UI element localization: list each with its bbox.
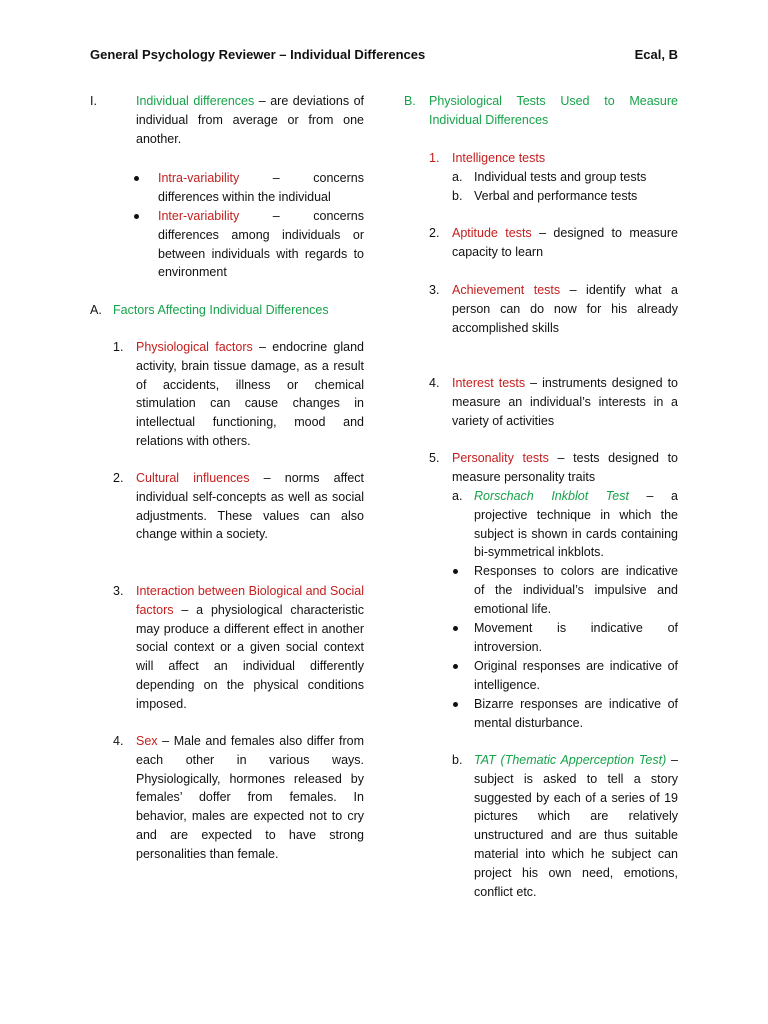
term-physiological-factors: Physiological factors (136, 340, 253, 354)
section-a-title: Factors Affecting Individual Differences (113, 303, 329, 317)
rorschach-bullet-2: Movement is indicative of introversion. (404, 619, 678, 657)
rorschach-bullet-4: Bizarre responses are indicative of mental disturbance. (404, 695, 678, 733)
test-item-3: 3. Achievement tests – identify what a person can do now for his already accomplished skills (429, 283, 678, 335)
term-interest-tests: Interest tests (452, 376, 526, 390)
rorschach-bullet-3: Original responses are indicative of intelligence. (404, 657, 678, 695)
term-biological-social: Interaction between Biological and Social factors (136, 584, 364, 617)
bullet-dot (453, 664, 458, 669)
factor-item-3: 3. Interaction between Biological and Social factors – a physiological characteristic may produce a different effect in another social context or a given social context will affect an individual differently depending on the physical conditions imposed. (113, 584, 364, 711)
term-cultural-influences: Cultural influences (136, 471, 250, 485)
term-achievement-tests: Achievement tests (452, 283, 561, 297)
section-b-title: Physiological Tests Used to Measure Individual Differences (429, 94, 678, 127)
bullet-intra-variability: Intra-variability – concerns differences within the individual (90, 169, 364, 207)
document-title: General Psychology Reviewer – Individual Differences (90, 47, 426, 62)
factor-item-2: 2. Cultural influences – norms affect individual self-concepts as well as social adjustments. These values can also change within a society. (113, 471, 364, 542)
test-item-5: 5. Personality tests – tests designed to measure personality traits (429, 451, 678, 484)
bullet-inter-variability: Inter-variability – concerns differences among individuals or between individuals with regards to environment (90, 207, 364, 282)
term-inter-variability: Inter-variability (158, 209, 240, 223)
term-intelligence-tests: Intelligence tests (452, 151, 546, 165)
bullet-dot (453, 626, 458, 631)
term-personality-tests: Personality tests (452, 451, 549, 465)
test-item-2: 2. Aptitude tests – designed to measure capacity to learn (429, 226, 678, 259)
rorschach-bullet-1: Responses to colors are indicative of the individual’s impulsive and emotional life. (404, 562, 678, 618)
intelligence-subitem-a: a. Individual tests and group tests (452, 169, 647, 184)
term-aptitude-tests: Aptitude tests (452, 226, 532, 240)
rorschach-subitem: a. Rorschach Inkblot Test – a projective technique in which the subject is shown in cards containing bi-symmetrical inkblots. (452, 489, 678, 560)
section-marker: I. (90, 94, 97, 108)
term-individual-differences: Individual differences (136, 94, 255, 108)
intelligence-subitem-b: b. Verbal and performance tests (452, 188, 638, 203)
section-a-heading: A. Factors Affecting Individual Differences (90, 301, 364, 320)
term-sex: Sex (136, 734, 158, 748)
test-item-1: 1. Intelligence tests a. Individual tests and group tests b. Verbal and performance tests (404, 149, 678, 205)
test-item-4: 4. Interest tests – instruments designed to measure an individual’s interests in a variety of activities (429, 376, 678, 428)
document-author: Ecal, B (634, 47, 678, 62)
term-intra-variability: Intra-variability (158, 171, 240, 185)
term-rorschach: Rorschach Inkblot Test (474, 489, 629, 503)
page-header (90, 46, 678, 66)
section-b-heading: B. Physiological Tests Used to Measure Individual Differences (404, 92, 678, 130)
section-i (90, 92, 364, 148)
bullet-dot (134, 214, 139, 219)
bullet-dot (453, 702, 458, 707)
section-i-definition: Individual differences – are deviations of individual from average or from one another. (136, 94, 364, 146)
tat-subitem: b. TAT (Thematic Apperception Test) – subject is asked to tell a story suggested by each of a series of 19 pictures which are relatively unstructured and are thus suitable material into which he subject can project his own need, emotions, conflict etc. (452, 753, 678, 899)
bullet-dot (134, 176, 139, 181)
term-tat: TAT (Thematic Apperception Test) (474, 753, 667, 767)
factor-item-4: 4. Sex – Male and females also differ from each other in various ways. Physiologically, hormones released by females’ doffer from females. In behavior, males are expected not to cry and are expected to have strong personalities than female. (113, 734, 364, 861)
bullet-dot (453, 569, 458, 574)
factor-item-1: 1. Physiological factors – endocrine gland activity, brain tissue damage, as a result of accidents, illness or chemical stimulation can cause changes in intellectual functioning, mood and relations with others. (113, 340, 364, 448)
